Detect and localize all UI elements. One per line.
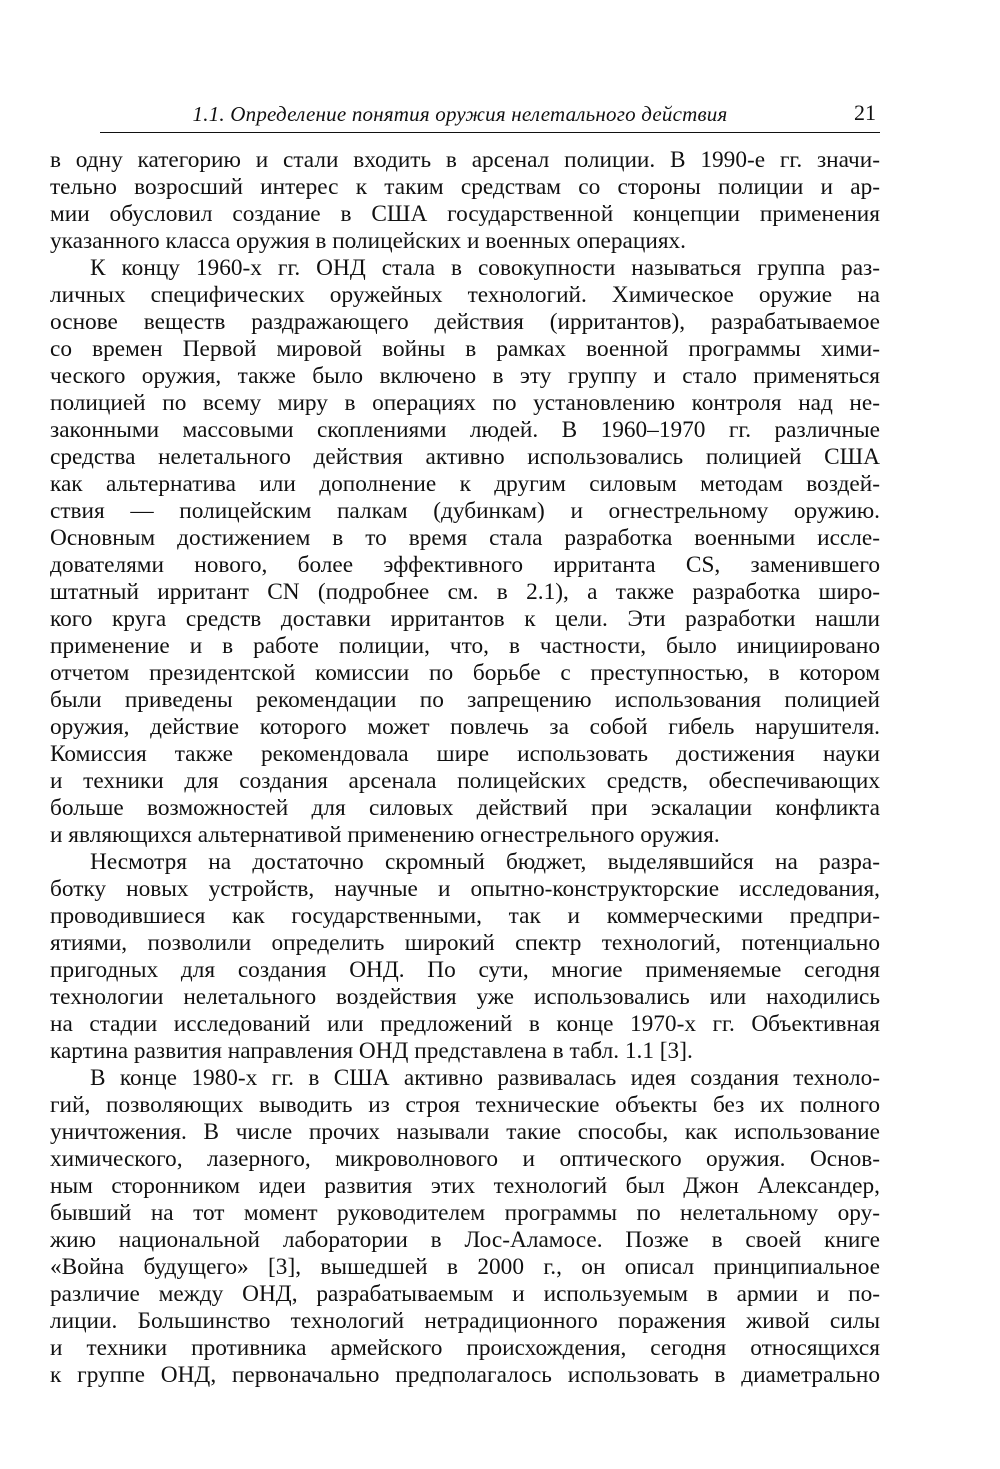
text-line: дователями нового, более эффективного ирританта CS, заменившего (50, 552, 880, 578)
paragraph (50, 147, 880, 255)
text-line: и техники для создания арсенала полицейских средств, обеспечивающих (50, 768, 880, 794)
text-line: гий, позволяющих выводить из строя технические объекты без их полного (50, 1092, 880, 1118)
text-line: ным сторонником идеи развития этих технологий был Джон Александер, (50, 1173, 880, 1199)
text-line: Основным достижением в то время стала разработка военными иссле- (50, 525, 880, 551)
text-line: штатный ирритант CN (подробнее см. в 2.1), а также разработка широ- (50, 579, 880, 605)
text-line: технологии нелетального воздействия уже использовались или находились (50, 984, 880, 1010)
text-line: проводившиеся как государственными, так и коммерческими предпри- (50, 903, 880, 929)
text-line: различие между ОНД, разрабатываемым и используемым в армии и по- (50, 1281, 880, 1307)
text-line: в одну категорию и стали входить в арсенал полиции. В 1990-е гг. значи- (50, 147, 880, 173)
text-line: и являющихся альтернативой применению огнестрельного оружия. (50, 822, 720, 848)
text-line: Несмотря на достаточно скромный бюджет, выделявшийся на разра- (90, 849, 880, 875)
text-line: В конце 1980-х гг. в США активно развивалась идея создания техноло- (90, 1065, 880, 1091)
text-line: личных специфических оружейных технологий. Химическое оружие на (50, 282, 880, 308)
text-line: мии обусловил создание в США государственной концепции применения (50, 201, 880, 227)
text-line: полицией по всему миру в операциях по установлению контроля над не- (50, 390, 880, 416)
text-line: жию национальной лаборатории в Лос-Аламосе. Позже в своей книге (50, 1227, 880, 1253)
text-line: «Война будущего» [3], вышедшей в 2000 г., он описал принципиальное (50, 1254, 880, 1280)
text-line: основе веществ раздражающего действия (ирритантов), разрабатываемое (50, 309, 880, 335)
text-line: ческого оружия, также было включено в эту группу и стало применяться (50, 363, 880, 389)
text-line: указанного класса оружия в полицейских и военных операциях. (50, 228, 687, 254)
text-line: уничтожения. В числе прочих называли такие способы, как использование (50, 1119, 880, 1145)
text-line: как альтернатива или дополнение к другим силовым методам воздей- (50, 471, 880, 497)
text-line: кого круга средств доставки ирритантов к цели. Эти разработки нашли (50, 606, 880, 632)
text-line: со времен Первой мировой войны в рамках военной программы хими- (50, 336, 880, 362)
text-line: к группе ОНД, первоначально предполагалось использовать в диаметрально (50, 1362, 880, 1388)
text-line: на стадии исследований или предложений в конце 1970-х гг. Объективная (50, 1011, 880, 1037)
text-line: Комиссия также рекомендовала шире использовать достижения науки (50, 741, 880, 767)
running-head (100, 98, 880, 133)
text-line: больше возможностей для силовых действий при эскалации конфликта (50, 795, 880, 821)
text-line: и техники противника армейского происхождения, сегодня относящихся (50, 1335, 880, 1361)
text-line: были приведены рекомендации по запрещению использования полицией (50, 687, 880, 713)
text-line: законными массовыми скоплениями людей. В 1960–1970 гг. различные (50, 417, 880, 443)
text-line: отчетом президентской комиссии по борьбе с преступностью, в котором (50, 660, 880, 686)
text-line: картина развития направления ОНД представлена в табл. 1.1 [3]. (50, 1038, 693, 1064)
text-line: ствия — полицейским палкам (дубинкам) и огнестрельному оружию. (50, 498, 880, 524)
text-line: ятиями, позволили определить широкий спектр технологий, потенциально (50, 930, 880, 956)
text-line: бывший на тот момент руководителем программы по нелетальному ору- (50, 1200, 880, 1226)
text-line: оружия, действие которого может повлечь за собой гибель нарушителя. (50, 714, 880, 740)
paragraph (50, 255, 880, 849)
body-text (50, 147, 880, 1389)
paragraph (50, 849, 880, 1065)
running-title: 1.1. Определение понятия оружия нелетального действия (192, 102, 728, 126)
text-line: пригодных для создания ОНД. По сути, многие применяемые сегодня (50, 957, 880, 983)
page-number: 21 (854, 100, 876, 125)
text-line: ботку новых устройств, научные и опытно-конструкторские исследования, (50, 876, 880, 902)
text-line: К концу 1960-х гг. ОНД стала в совокупности называться группа раз- (90, 255, 880, 281)
text-line: средства нелетального действия активно использовались полицией США (50, 444, 880, 470)
text-line: применение и в работе полиции, что, в частности, было инициировано (50, 633, 880, 659)
text-line: тельно возросший интерес к таким средствам со стороны полиции и ар- (50, 174, 880, 200)
text-line: лиции. Большинство технологий нетрадиционного поражения живой силы (50, 1308, 880, 1334)
text-line: химического, лазерного, микроволнового и оптического оружия. Основ- (50, 1146, 880, 1172)
paragraph (50, 1065, 880, 1389)
